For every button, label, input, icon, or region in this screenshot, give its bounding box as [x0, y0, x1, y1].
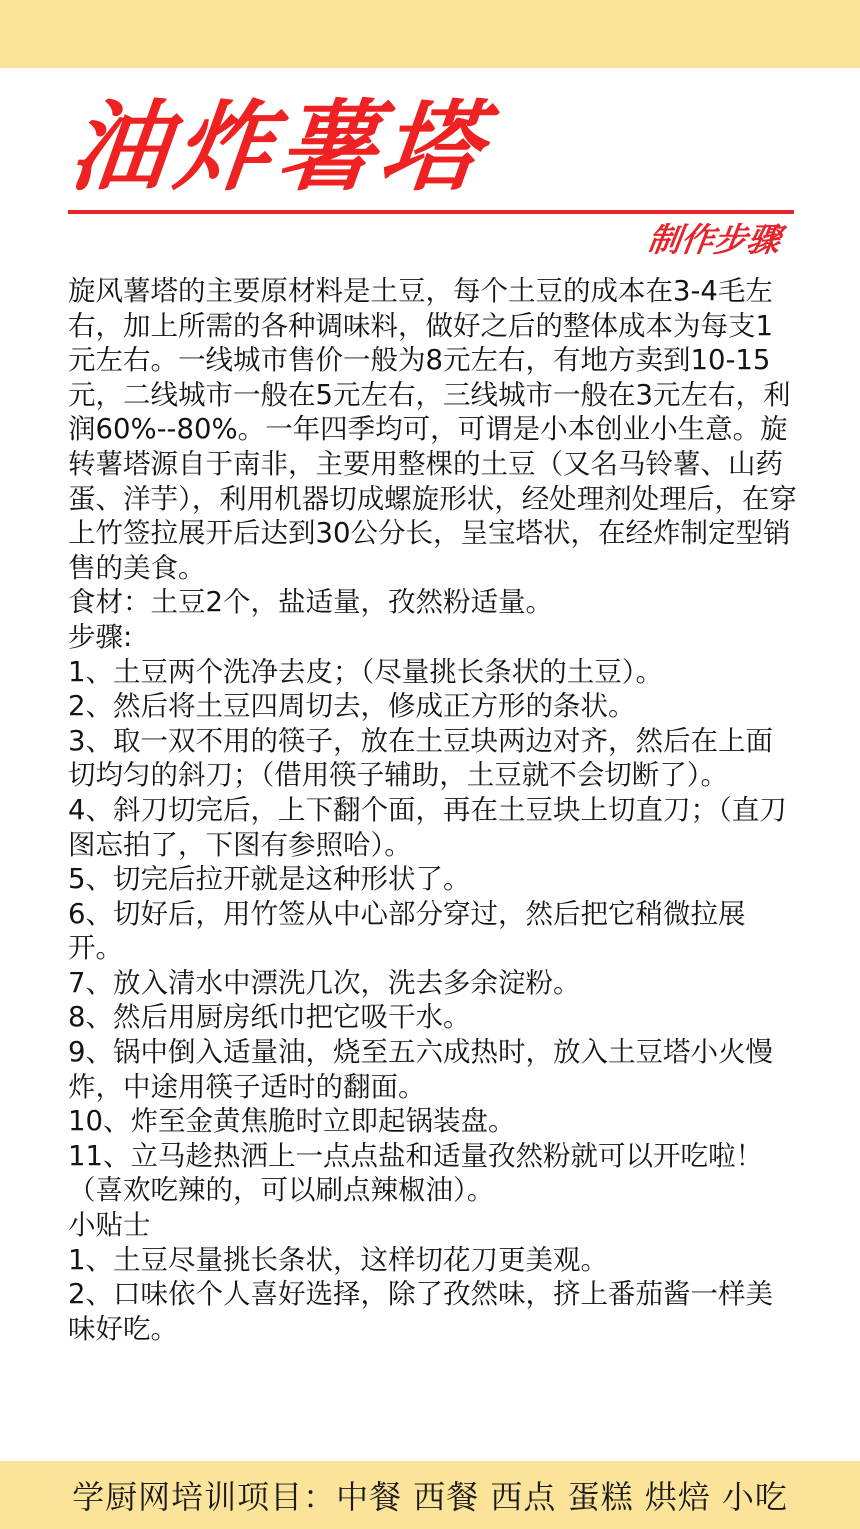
tip-item: 1、土豆尽量挑长条状，这样切花刀更美观。	[68, 1243, 608, 1276]
footer-banner	[0, 1461, 860, 1529]
footer-text: 学厨网培训项目：中餐 西餐 西点 蛋糕 烘焙 小吃	[72, 1478, 788, 1516]
step-item: 5、切完后拉开就是这种形状了。	[68, 863, 471, 896]
tips-heading: 小贴士	[68, 1209, 151, 1242]
step-item: 6、切好后，用竹签从中心部分穿过，然后把它稍微拉展开。	[68, 897, 746, 965]
page-subtitle: 制作步骤	[645, 220, 783, 259]
step-item: 1、土豆两个洗净去皮；（尽量挑长条状的土豆）。	[68, 655, 663, 688]
recipe-content	[68, 274, 798, 1346]
title-divider	[68, 210, 794, 214]
tip-item: 2、口味依个人喜好选择，除了孜然味，挤上番茄酱一样美味好吃。	[68, 1278, 773, 1345]
steps-heading: 步骤:	[68, 620, 133, 653]
step-item: 7、放入清水中漂洗几次，洗去多余淀粉。	[68, 966, 581, 999]
step-item: 10、炸至金黄焦脆时立即起锅装盘。	[68, 1105, 516, 1138]
step-item: 4、斜刀切完后，上下翻个面，再在土豆块上切直刀；（直刀图忘拍了，下图有参照哈）。	[68, 793, 787, 861]
step-item: 8、然后用厨房纸巾把它吸干水。	[68, 1001, 471, 1034]
intro-paragraph: 旋风薯塔的主要原材料是土豆，每个土豆的成本在3-4毛左右，加上所需的各种调味料，做好之后的整体成本为每支1元左右。一线城市售价一般为8元左右，有地方卖到10-15元，二线城市一般在5元左右，三线城市一般在3元左右，利润60%--80%。一年四季均可，可谓是小本创业小生意。旋转薯塔源自于南非，主要用整棵的土豆（又名马铃薯、山药蛋、洋芋），利用机器切成螺旋形状，经处理剂处理后，在穿上竹签拉展开后达到30公分长，呈宝塔状，在经炸制定型销售的美食。	[68, 275, 797, 584]
step-item: 3、取一双不用的筷子，放在土豆块两边对齐，然后在上面切均匀的斜刀；（借用筷子辅助，土豆就不会切断了）。	[68, 724, 773, 792]
ingredients-line: 食材：土豆2个，盐适量，孜然粉适量。	[68, 586, 553, 619]
top-banner	[0, 0, 860, 68]
step-item: 11、立马趁热洒上一点点盐和适量孜然粉就可以开吃啦！（喜欢吃辣的，可以刷点辣椒油）。	[68, 1139, 763, 1207]
step-item: 9、锅中倒入适量油，烧至五六成热时，放入土豆塔小火慢炸，中途用筷子适时的翻面。	[68, 1036, 773, 1103]
page-title: 油炸薯塔	[64, 91, 493, 205]
step-item: 2、然后将土豆四周切去，修成正方形的条状。	[68, 690, 636, 723]
